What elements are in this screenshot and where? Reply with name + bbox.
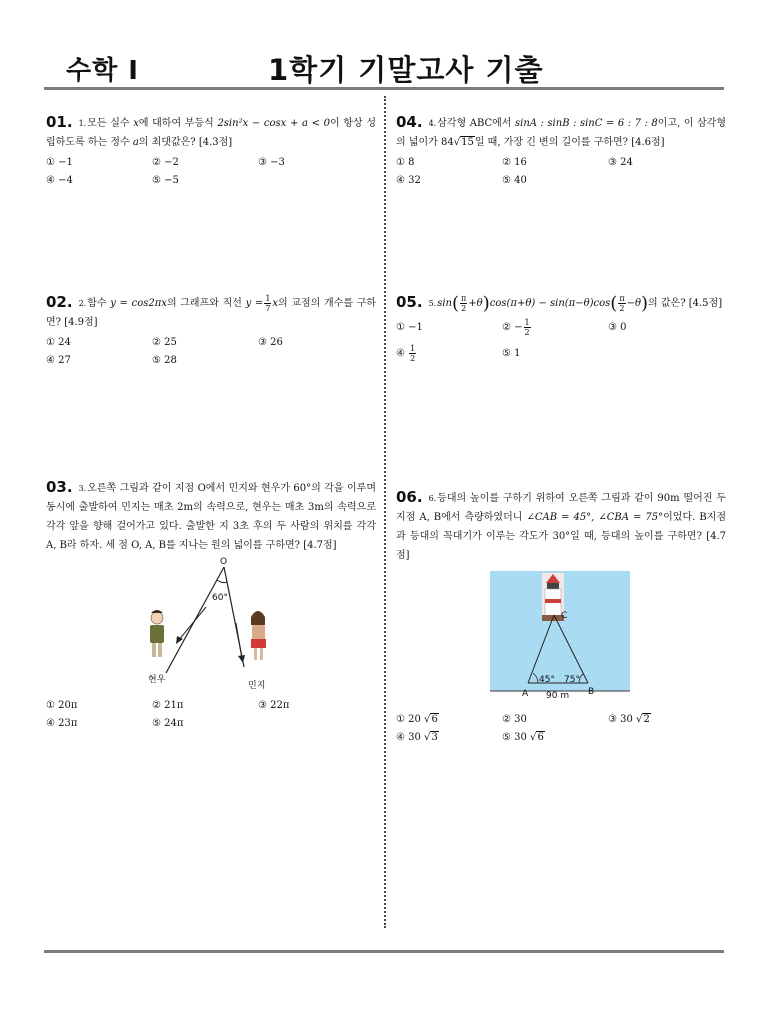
answer-choices — [396, 711, 726, 747]
question-01-text: 01. 1.모든 실수 x에 대하여 부등식 2sin²x − cosx + a < 0이 항상 성립하도록 하는 정수 a의 최댓값은? [4.3점] — [46, 113, 377, 148]
subject-label: 수학 Ⅰ — [66, 56, 139, 86]
point-a-label: A — [522, 689, 529, 699]
arrow-right-head — [238, 655, 245, 663]
point-o-label: O — [220, 557, 228, 567]
fraction: $\frac{1}{2}$ — [410, 344, 416, 363]
question-04 — [396, 113, 726, 190]
choice-1[interactable]: ① −1 — [46, 157, 73, 168]
choice-3[interactable]: ③ 26 — [258, 337, 283, 348]
walking-figure — [46, 555, 376, 695]
question-number: 01. — [46, 113, 73, 131]
question-06-text: 06. 6.등대의 높이를 구하기 위하여 오른쪽 그림과 같이 90m 떨어진 두 지점 A, B에서 측량하였더니 ∠CAB = 45°, ∠CBA = 75°이었다. B지점과 등대의 꼭대기가 이루는 각도가 30°일 때, 등대의 높이를 구하면? [4.7점] — [396, 488, 726, 561]
fraction: $\frac{\pi}{2}$ — [461, 294, 467, 313]
choice-2[interactable]: ② −2 — [152, 157, 179, 168]
column-divider — [384, 96, 386, 928]
question-03 — [46, 478, 376, 733]
distance-label: 90 m — [546, 691, 570, 701]
choice-1[interactable]: ① 20π — [46, 700, 78, 711]
choice-2[interactable]: ② 16 — [502, 157, 527, 168]
question-number: 05. — [396, 293, 423, 311]
question-03-text: 03. 3.오른쪽 그림과 같이 지점 O에서 민지와 현우가 60°의 각을 이루며 동시에 출발하여 민지는 매초 2m의 속력으로, 현우는 매초 3m의 속력으로 각각 앞을 향해 걸어가고 있다. 출발한 지 3초 후의 두 사람의 위치를 각각 A, B라 하자. 세 점 O, A, B를 지나는 원의 넓이를 구하면? [4.7점] — [46, 478, 376, 551]
walking-diagram — [46, 555, 376, 695]
choice-5[interactable]: ⑤ 30 √6 — [502, 732, 544, 743]
person-hyunwoo-head — [151, 612, 163, 624]
person-hyunwoo-leg — [158, 643, 162, 657]
point-c-label: C — [561, 611, 568, 621]
lighthouse-tower — [545, 589, 561, 619]
choice-2[interactable]: ② − $\frac{1}{2}$ — [502, 318, 530, 337]
question-02-text: 02. 2.함수 y = cos2πx의 그래프와 직선 y = $\frac{1}{7}$ x의 교점의 개수를 구하면? [4.9점] — [46, 293, 377, 328]
question-number: 06. — [396, 488, 423, 506]
person-minji-leg — [254, 648, 257, 660]
choice-4[interactable]: ④ 32 — [396, 175, 421, 186]
angle-b-label: 75° — [564, 675, 580, 685]
question-02 — [46, 293, 376, 370]
angle-label: 60° — [212, 593, 228, 603]
question-number: 03. — [46, 478, 73, 496]
choice-5[interactable]: ⑤ −5 — [152, 175, 179, 186]
choice-2[interactable]: ② 30 — [502, 714, 527, 725]
choice-3[interactable]: ③ 0 — [608, 322, 627, 333]
choice-1[interactable]: ① −1 — [396, 322, 423, 333]
minji-label: 민지 — [248, 681, 266, 691]
answer-choices — [46, 154, 376, 190]
choice-5[interactable]: ⑤ 1 — [502, 348, 521, 359]
choice-4[interactable]: ④ 23π — [46, 718, 78, 729]
choice-4[interactable]: ④ 27 — [46, 355, 71, 366]
page-title: 1학기 기말고사 기출 — [268, 53, 544, 87]
person-hyunwoo-leg — [152, 643, 156, 657]
inequality-expr: 2sin²x − cosx + a < 0 — [217, 118, 331, 129]
choice-3[interactable]: ③ 24 — [608, 157, 633, 168]
person-minji-leg — [260, 648, 263, 660]
person-minji-skirt — [251, 639, 266, 648]
fraction: $\frac{\pi}{2}$ — [619, 294, 625, 313]
person-minji-body — [252, 625, 265, 641]
angle-a-label: 45° — [539, 675, 555, 685]
choice-2[interactable]: ② 25 — [152, 337, 177, 348]
lighthouse-stripe — [545, 599, 561, 603]
choice-3[interactable]: ③ 22π — [258, 700, 290, 711]
choice-4[interactable]: ④ $\frac{1}{2}$ — [396, 344, 416, 363]
arrow-right — [236, 623, 242, 659]
question-number: 02. — [46, 293, 73, 311]
choice-5[interactable]: ⑤ 40 — [502, 175, 527, 186]
choice-2[interactable]: ② 21π — [152, 700, 184, 711]
choice-4[interactable]: ④ −4 — [46, 175, 73, 186]
choice-3[interactable]: ③ −3 — [258, 157, 285, 168]
choice-4[interactable]: ④ 30 √3 — [396, 732, 438, 743]
person-minji-hair — [251, 611, 265, 625]
answer-choices — [46, 697, 376, 733]
angle-arc — [217, 580, 227, 583]
header-rule — [44, 87, 724, 90]
fraction: $\frac{1}{2}$ — [524, 318, 530, 337]
arrow-left — [178, 607, 206, 641]
question-05-text: 05. 5.sin( $\frac{\pi}{2}$ +θ)cos(π+θ) − sin(π−θ)cos( $\frac{\pi}{2}$ −θ)의 값은? [4.5점] — [396, 293, 723, 314]
lighthouse-lamp — [547, 583, 559, 589]
choice-5[interactable]: ⑤ 24π — [152, 718, 184, 729]
fraction: $\frac{1}{7}$ — [265, 294, 271, 313]
point-b-label: B — [588, 687, 595, 697]
question-04-text: 04. 4.삼각형 ABC에서 sinA : sinB : sinC = 6 : 7 : 8이고, 이 삼각형의 넓이가 84√15일 때, 가장 긴 변의 길이를 구하면? [4.6점] — [396, 113, 726, 148]
question-01 — [46, 113, 376, 190]
person-hyunwoo-body — [150, 625, 164, 643]
question-06 — [396, 488, 726, 747]
choice-3[interactable]: ③ 30 √2 — [608, 714, 650, 725]
footer-rule — [44, 950, 724, 953]
person-hyunwoo-hair — [151, 610, 163, 613]
choice-5[interactable]: ⑤ 28 — [152, 355, 177, 366]
answer-choices — [396, 154, 726, 190]
choice-1[interactable]: ① 24 — [46, 337, 71, 348]
question-number: 04. — [396, 113, 423, 131]
lighthouse-figure — [396, 569, 726, 709]
answer-choices — [46, 334, 376, 370]
hyunwoo-label: 현우 — [148, 675, 166, 685]
question-05 — [396, 293, 726, 367]
choice-1[interactable]: ① 8 — [396, 157, 415, 168]
answer-choices — [396, 315, 726, 367]
choice-1[interactable]: ① 20 √6 — [396, 714, 438, 725]
